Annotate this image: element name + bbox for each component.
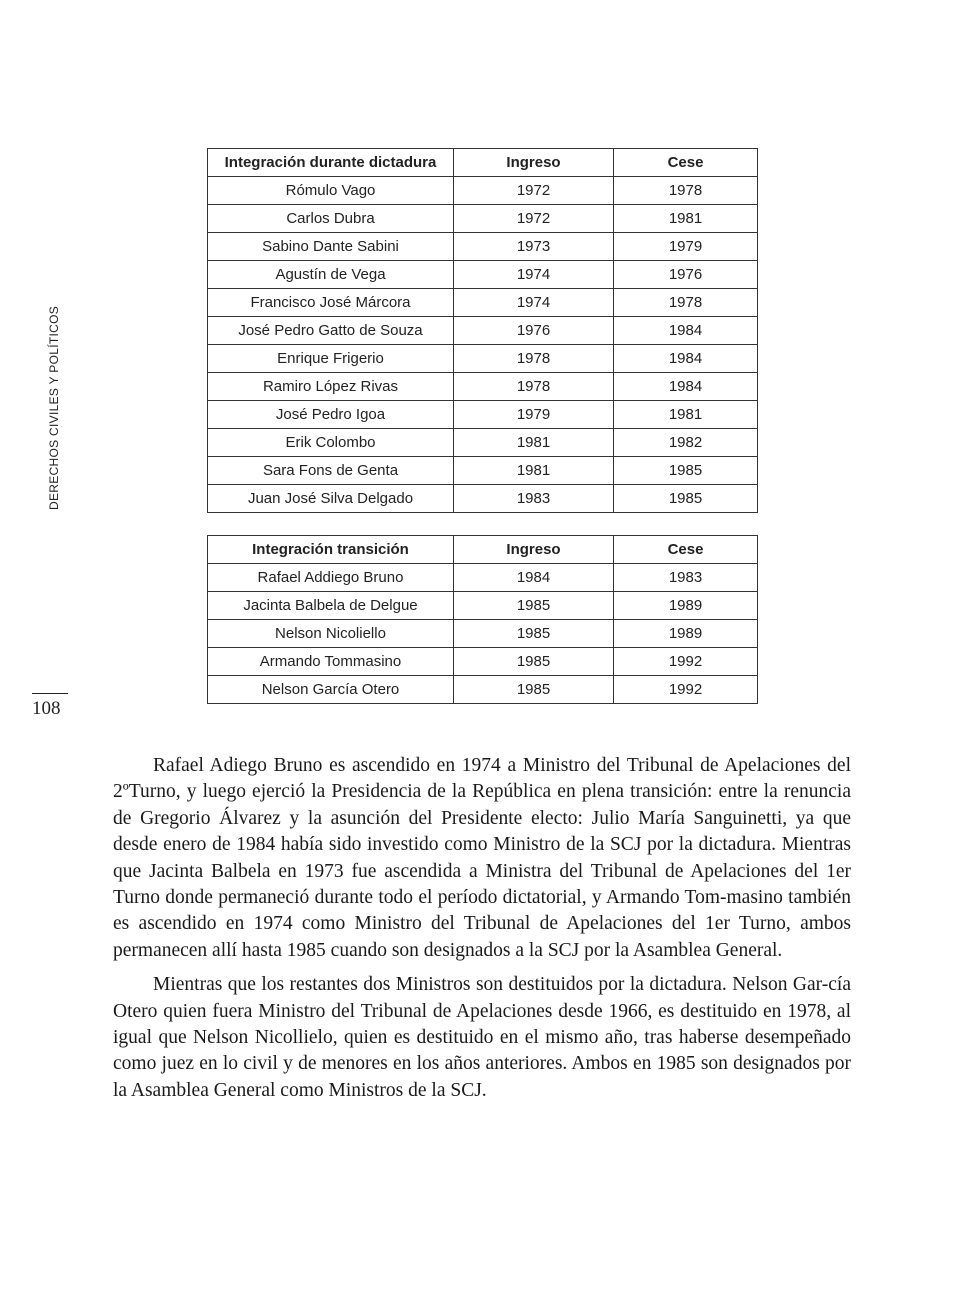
header-integracion: Integración transición xyxy=(208,536,454,564)
cell-name: Jacinta Balbela de Delgue xyxy=(208,592,454,620)
cell-cese: 1984 xyxy=(614,373,758,401)
cell-ingreso: 1981 xyxy=(454,457,614,485)
cell-cese: 1976 xyxy=(614,261,758,289)
cell-ingreso: 1979 xyxy=(454,401,614,429)
cell-name: Armando Tommasino xyxy=(208,648,454,676)
cell-cese: 1984 xyxy=(614,345,758,373)
cell-name: José Pedro Igoa xyxy=(208,401,454,429)
body-paragraph: Mientras que los restantes dos Ministros son destituidos por la dictadura. Nelson Gar-cía Otero quien fuera Ministro del Tribunal de Apelaciones desde 1966, es destituido en 1978, al igual que Nelson Nicollielo, quien es destituido en el mismo año, tras haberse desempeñado como juez en lo civil y de menores en los años anteriores. Ambos en 1985 son designados por la Asamblea General como Ministros de la SCJ. xyxy=(113,974,851,1101)
cell-name: Francisco José Márcora xyxy=(208,289,454,317)
cell-name: Sara Fons de Genta xyxy=(208,457,454,485)
table-row xyxy=(208,317,758,345)
table-row xyxy=(208,620,758,648)
cell-name: Sabino Dante Sabini xyxy=(208,233,454,261)
header-cese: Cese xyxy=(614,149,758,177)
cell-ingreso: 1972 xyxy=(454,177,614,205)
cell-ingreso: 1984 xyxy=(454,564,614,592)
header-integracion: Integración durante dictadura xyxy=(208,149,454,177)
cell-name: Rómulo Vago xyxy=(208,177,454,205)
cell-ingreso: 1974 xyxy=(454,289,614,317)
cell-ingreso: 1976 xyxy=(454,317,614,345)
table-row xyxy=(208,401,758,429)
page-number-rule xyxy=(32,693,68,694)
table-row xyxy=(208,648,758,676)
table-row xyxy=(208,429,758,457)
cell-name: Rafael Addiego Bruno xyxy=(208,564,454,592)
cell-cese: 1983 xyxy=(614,564,758,592)
cell-name: Carlos Dubra xyxy=(208,205,454,233)
cell-ingreso: 1983 xyxy=(454,485,614,513)
cell-ingreso: 1978 xyxy=(454,345,614,373)
cell-cese: 1989 xyxy=(614,620,758,648)
cell-name: Ramiro López Rivas xyxy=(208,373,454,401)
table-row xyxy=(208,485,758,513)
body-paragraph: Rafael Adiego Bruno es ascendido en 1974 a Ministro del Tribunal de Apelaciones del 2ºTurno, y luego ejerció la Presidencia de la República en plena transición: entre la renuncia de Gregorio Álvarez y la asunción del Presidente electo: Julio María Sanguinetti, ya que desde enero de 1984 había sido investido como Ministro de la SCJ por la dictadura. Mientras que Jacinta Balbela en 1973 fue ascendida a Ministra del Tribunal de Apelaciones del 1er Turno donde permaneció durante todo el período dictatorial, y Armando Tom-masino también es ascendido en 1974 como Ministro del Tribunal de Apelaciones del 1er Turno, ambos permanecen allí hasta 1985 cuando son designados a la SCJ por la Asamblea General. xyxy=(113,755,851,961)
body-text xyxy=(113,753,851,1112)
cell-ingreso: 1985 xyxy=(454,592,614,620)
table-header-row xyxy=(208,536,758,564)
cell-name: Agustín de Vega xyxy=(208,261,454,289)
table-dictadura xyxy=(207,148,758,513)
table-row xyxy=(208,373,758,401)
cell-cese: 1985 xyxy=(614,457,758,485)
cell-cese: 1989 xyxy=(614,592,758,620)
table-row xyxy=(208,205,758,233)
cell-ingreso: 1972 xyxy=(454,205,614,233)
table-row xyxy=(208,457,758,485)
header-ingreso: Ingreso xyxy=(454,149,614,177)
cell-ingreso: 1985 xyxy=(454,676,614,704)
running-head-vertical: DERECHOS CIVILES Y POLÍTICOS xyxy=(47,305,61,510)
cell-cese: 1981 xyxy=(614,401,758,429)
header-ingreso: Ingreso xyxy=(454,536,614,564)
cell-cese: 1978 xyxy=(614,177,758,205)
cell-cese: 1982 xyxy=(614,429,758,457)
cell-ingreso: 1978 xyxy=(454,373,614,401)
table-row xyxy=(208,345,758,373)
cell-name: Erik Colombo xyxy=(208,429,454,457)
page-number: 108 xyxy=(32,698,61,719)
cell-ingreso: 1974 xyxy=(454,261,614,289)
table-row xyxy=(208,261,758,289)
cell-cese: 1992 xyxy=(614,648,758,676)
cell-ingreso: 1973 xyxy=(454,233,614,261)
cell-ingreso: 1985 xyxy=(454,620,614,648)
table-transicion xyxy=(207,535,758,704)
table-row xyxy=(208,289,758,317)
cell-cese: 1981 xyxy=(614,205,758,233)
table-row xyxy=(208,676,758,704)
cell-cese: 1985 xyxy=(614,485,758,513)
table-row xyxy=(208,592,758,620)
cell-cese: 1984 xyxy=(614,317,758,345)
cell-ingreso: 1985 xyxy=(454,648,614,676)
table-row xyxy=(208,177,758,205)
table-row xyxy=(208,233,758,261)
cell-name: Nelson Nicoliello xyxy=(208,620,454,648)
table-header-row xyxy=(208,149,758,177)
cell-ingreso: 1981 xyxy=(454,429,614,457)
cell-cese: 1978 xyxy=(614,289,758,317)
cell-name: Enrique Frigerio xyxy=(208,345,454,373)
cell-name: Juan José Silva Delgado xyxy=(208,485,454,513)
cell-cese: 1992 xyxy=(614,676,758,704)
cell-cese: 1979 xyxy=(614,233,758,261)
cell-name: José Pedro Gatto de Souza xyxy=(208,317,454,345)
header-cese: Cese xyxy=(614,536,758,564)
table-row xyxy=(208,564,758,592)
cell-name: Nelson García Otero xyxy=(208,676,454,704)
